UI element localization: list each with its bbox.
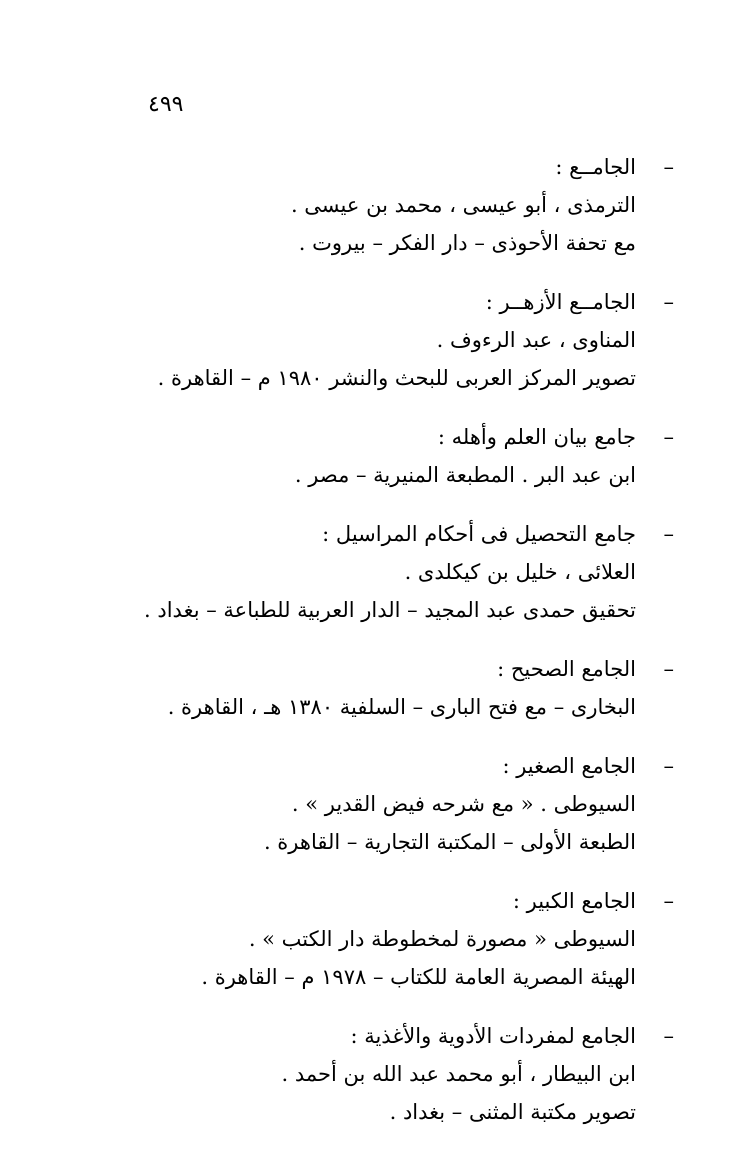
entry-dash: – — [663, 425, 674, 449]
entry-heading — [54, 148, 674, 186]
entry-line: البخارى – مع فتح البارى – السلفية ١٣٨٠ هـ ، القاهرة . — [167, 695, 636, 719]
entry-title: الجامع الصغير : — [502, 754, 636, 778]
entry-dash: – — [663, 522, 674, 546]
bibliography-entry — [54, 1017, 674, 1131]
entry-line: العلائى ، خليل بن كيكلدى . — [404, 560, 636, 584]
entry-dash: – — [663, 290, 674, 314]
entry-dash: – — [663, 889, 674, 913]
bibliography-entry — [54, 882, 674, 996]
entry-title: الجامع لمفردات الأدوية والأغذية : — [350, 1024, 636, 1048]
entry-heading — [54, 650, 674, 688]
entry-heading — [54, 418, 674, 456]
entry-line: تصوير المركز العربى للبحث والنشر ١٩٨٠ م – القاهرة . — [157, 366, 636, 390]
entry-heading — [54, 283, 674, 321]
entry-line: الترمذى ، أبو عيسى ، محمد بن عيسى . — [290, 193, 636, 217]
entry-heading — [54, 515, 674, 553]
entry-line: السيوطى . « مع شرحه فيض القدير » . — [291, 792, 636, 816]
entry-title: الجامع الكبير : — [512, 889, 636, 913]
entry-heading — [54, 882, 674, 920]
entry-heading — [54, 1017, 674, 1055]
entry-dash: – — [663, 657, 674, 681]
bibliography-entry — [54, 148, 674, 262]
entry-title: الجامــع : — [555, 155, 636, 179]
entry-heading — [54, 747, 674, 785]
entry-line: مع تحفة الأحوذى – دار الفكر – بيروت . — [298, 231, 636, 255]
bibliography-entry — [54, 650, 674, 726]
entry-line: الطبعة الأولى – المكتبة التجارية – القاهرة . — [263, 830, 636, 854]
bibliography-entry — [54, 418, 674, 494]
bibliography-entry — [54, 283, 674, 397]
entry-title: الجامــع الأزهــر : — [485, 290, 636, 314]
entry-dash: – — [663, 754, 674, 778]
page-number: ٤٩٩ — [148, 92, 184, 117]
entry-title: الجامع الصحيح : — [497, 657, 636, 681]
entry-line: السيوطى « مصورة لمخطوطة دار الكتب » . — [248, 927, 636, 951]
entry-line: ابن عبد البر . المطبعة المنيرية – مصر . — [294, 463, 636, 487]
entry-line: ابن البيطار ، أبو محمد عبد الله بن أحمد . — [281, 1062, 636, 1086]
bibliography-entry — [54, 747, 674, 861]
entry-dash: – — [663, 155, 674, 179]
bibliography-list — [54, 148, 674, 1152]
entry-line: الهيئة المصرية العامة للكتاب – ١٩٧٨ م – القاهرة . — [201, 965, 636, 989]
entry-dash: – — [663, 1024, 674, 1048]
entry-title: جامع التحصيل فى أحكام المراسيل : — [322, 522, 636, 546]
entry-line: تصوير مكتبة المثنى – بغداد . — [389, 1100, 636, 1124]
entry-line: تحقيق حمدى عبد المجيد – الدار العربية للطباعة – بغداد . — [144, 598, 636, 622]
entry-title: جامع بيان العلم وأهله : — [437, 425, 636, 449]
bibliography-entry — [54, 515, 674, 629]
entry-line: المناوى ، عبد الرءوف . — [436, 328, 636, 352]
